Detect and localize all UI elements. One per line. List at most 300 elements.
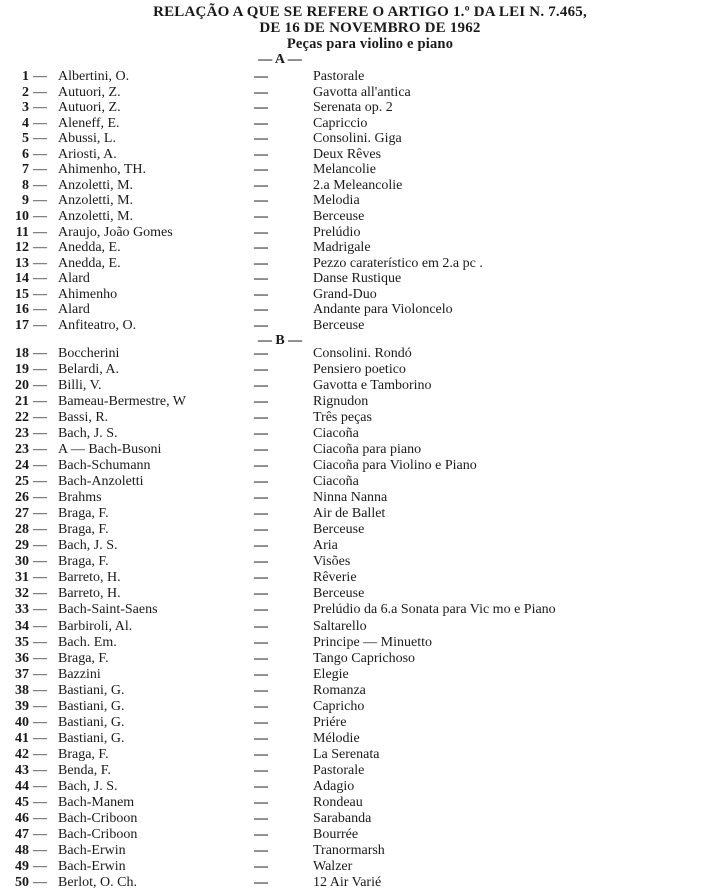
column-dash: — xyxy=(254,522,268,538)
list-item xyxy=(0,667,703,683)
entry-number: 49 xyxy=(15,858,29,874)
entry-author: Brahms xyxy=(58,490,102,506)
entry-number: 21 xyxy=(15,394,29,410)
column-dash: — xyxy=(254,177,268,193)
list-item xyxy=(0,378,703,394)
entry-number: 1 xyxy=(22,69,29,84)
column-dash: — xyxy=(254,458,268,474)
entry-author: Bach-Schumann xyxy=(58,458,151,474)
list-item xyxy=(0,779,703,795)
list-item xyxy=(0,193,703,209)
column-dash: — xyxy=(254,208,268,224)
list-item xyxy=(0,699,703,715)
entry-author: Belardi, A. xyxy=(58,362,120,378)
list-item xyxy=(0,302,703,318)
entry-author: Bach-Manem xyxy=(58,794,135,810)
entry-number: 22 xyxy=(15,410,29,426)
column-dash: — xyxy=(254,317,268,333)
entry-number: 20 xyxy=(15,378,29,394)
number-dash: — xyxy=(33,778,47,794)
list-item xyxy=(0,426,703,442)
column-dash: — xyxy=(254,794,268,810)
entry-title: Ciacoña para piano xyxy=(313,442,422,458)
column-dash: — xyxy=(254,146,268,162)
entry-number: 15 xyxy=(15,286,29,302)
entry-author: Anedda, E. xyxy=(58,255,121,271)
column-dash: — xyxy=(254,426,268,442)
entry-author: Bameau-Bermestre, W xyxy=(58,394,187,410)
number-dash: — xyxy=(33,762,47,778)
entry-title: Andante para Violoncelo xyxy=(313,302,453,318)
entry-author: Anedda, E. xyxy=(58,240,121,256)
list-item xyxy=(0,554,703,570)
list-item xyxy=(0,442,703,458)
number-dash: — xyxy=(33,682,47,698)
entry-number: 41 xyxy=(15,730,29,746)
list-item xyxy=(0,763,703,779)
entry-author: Bach-Anzoletti xyxy=(58,474,144,490)
number-dash: — xyxy=(33,146,47,162)
number-dash: — xyxy=(33,208,47,224)
list-item xyxy=(0,178,703,194)
number-dash: — xyxy=(33,131,47,147)
column-dash: — xyxy=(254,602,268,618)
entry-author: Braga, F. xyxy=(58,650,109,666)
number-dash: — xyxy=(33,794,47,810)
number-dash: — xyxy=(33,240,47,256)
list-item xyxy=(0,859,703,875)
number-dash: — xyxy=(33,602,47,618)
entry-title: Pezzo caraterístico em 2.a pc . xyxy=(313,255,483,271)
entry-title: Adagio xyxy=(313,778,355,794)
list-item xyxy=(0,747,703,763)
entry-number: 17 xyxy=(15,317,29,333)
entry-title: Pensiero poetico xyxy=(313,362,406,378)
entry-title: Capriccio xyxy=(313,115,368,131)
number-dash: — xyxy=(33,650,47,666)
column-dash: — xyxy=(254,84,268,100)
number-dash: — xyxy=(33,100,47,116)
entry-author: Braga, F. xyxy=(58,522,109,538)
section-heading: — A — xyxy=(258,52,302,67)
list-item xyxy=(0,162,703,178)
column-dash: — xyxy=(254,162,268,178)
entry-author: Alard xyxy=(58,271,90,287)
entry-title: Capricho xyxy=(313,698,365,714)
entry-number: 3 xyxy=(22,100,29,116)
entry-number: 23 xyxy=(15,426,29,442)
column-dash: — xyxy=(254,115,268,131)
column-dash: — xyxy=(254,490,268,506)
entry-title: La Serenata xyxy=(313,746,380,762)
number-dash: — xyxy=(33,618,47,634)
list-item xyxy=(0,811,703,827)
number-dash: — xyxy=(33,286,47,302)
number-dash: — xyxy=(33,458,47,474)
list-item xyxy=(0,538,703,554)
entry-number: 28 xyxy=(15,522,29,538)
number-dash: — xyxy=(33,746,47,762)
entry-number: 30 xyxy=(15,554,29,570)
number-dash: — xyxy=(33,378,47,394)
entry-title: Três peças xyxy=(313,410,372,426)
entry-author: Barreto, H. xyxy=(58,586,121,602)
entry-title: Rignudon xyxy=(313,394,369,410)
list-item xyxy=(0,116,703,132)
entry-number: 23 xyxy=(15,442,29,458)
number-dash: — xyxy=(33,302,47,318)
column-dash: — xyxy=(254,346,268,361)
entry-number: 43 xyxy=(15,762,29,778)
entry-author: Bastiani, G. xyxy=(58,682,125,698)
entry-title: Romanza xyxy=(313,682,366,698)
list-item xyxy=(0,715,703,731)
number-dash: — xyxy=(33,362,47,378)
list-item xyxy=(0,256,703,272)
entry-title: Aria xyxy=(313,538,338,554)
list-item xyxy=(0,731,703,747)
entry-number: 50 xyxy=(15,874,29,890)
list-item xyxy=(0,69,703,85)
entry-title: Mélodie xyxy=(313,730,360,746)
entry-title: Berceuse xyxy=(313,522,365,538)
entry-author: Araujo, João Gomes xyxy=(58,224,173,240)
entry-title: Rondeau xyxy=(313,794,363,810)
entry-number: 48 xyxy=(15,842,29,858)
entry-author: Bach, J. S. xyxy=(58,538,118,554)
number-dash: — xyxy=(33,666,47,682)
list-item xyxy=(0,346,703,362)
list-item xyxy=(0,586,703,602)
entry-number: 36 xyxy=(15,650,29,666)
entry-author: Bach, J. S. xyxy=(58,778,118,794)
entry-author: Ahimenho xyxy=(58,286,118,302)
number-dash: — xyxy=(33,474,47,490)
entry-number: 12 xyxy=(15,240,29,256)
list-item xyxy=(0,271,703,287)
number-dash: — xyxy=(33,522,47,538)
entry-number: 18 xyxy=(15,346,29,361)
document-title: RELAÇÃO A QUE SE REFERE O ARTIGO 1.º DA LEI N. 7.465, xyxy=(153,4,587,20)
entry-number: 10 xyxy=(15,208,29,224)
number-dash: — xyxy=(33,410,47,426)
entry-title: Melodia xyxy=(313,193,360,209)
column-dash: — xyxy=(254,554,268,570)
column-dash: — xyxy=(254,442,268,458)
list-item xyxy=(0,85,703,101)
column-dash: — xyxy=(254,842,268,858)
number-dash: — xyxy=(33,730,47,746)
entry-author: Bassi, R. xyxy=(58,410,109,426)
list-item xyxy=(0,240,703,256)
list-item xyxy=(0,635,703,651)
entry-author: Bach-Criboon xyxy=(58,826,138,842)
number-dash: — xyxy=(33,554,47,570)
entry-title: 2.a Meleancolie xyxy=(313,177,403,193)
entry-title: Pastorale xyxy=(313,762,365,778)
entry-author: Ariosti, A. xyxy=(58,146,117,162)
entry-number: 39 xyxy=(15,698,29,714)
column-dash: — xyxy=(254,240,268,256)
number-dash: — xyxy=(33,538,47,554)
number-dash: — xyxy=(33,714,47,730)
number-dash: — xyxy=(33,634,47,650)
entry-title: Rêverie xyxy=(313,570,357,586)
entry-number: 42 xyxy=(15,746,29,762)
entry-number: 8 xyxy=(22,177,29,193)
entry-title: Principe — Minuetto xyxy=(313,634,432,650)
entry-number: 35 xyxy=(15,634,29,650)
number-dash: — xyxy=(33,842,47,858)
list-item xyxy=(0,474,703,490)
column-dash: — xyxy=(254,762,268,778)
entry-author: Bach-Saint-Saens xyxy=(58,602,158,618)
entry-author: Bastiani, G. xyxy=(58,714,125,730)
entry-author: Barreto, H. xyxy=(58,570,121,586)
entry-title: Prelúdio da 6.a Sonata para Vic mo e Piano xyxy=(313,602,556,618)
column-dash: — xyxy=(254,746,268,762)
entry-title: 12 Air Varié xyxy=(313,874,382,890)
entry-number: 40 xyxy=(15,714,29,730)
number-dash: — xyxy=(33,490,47,506)
entry-number: 19 xyxy=(15,362,29,378)
entry-number: 29 xyxy=(15,538,29,554)
number-dash: — xyxy=(33,271,47,287)
entry-title: Saltarello xyxy=(313,618,367,634)
entry-author: Braga, F. xyxy=(58,506,109,522)
list-item xyxy=(0,362,703,378)
list-item xyxy=(0,619,703,635)
column-dash: — xyxy=(254,650,268,666)
entry-title: Air de Ballet xyxy=(313,506,386,522)
column-dash: — xyxy=(254,634,268,650)
column-dash: — xyxy=(254,362,268,378)
entry-title: Sarabanda xyxy=(313,810,372,826)
column-dash: — xyxy=(254,618,268,634)
entry-title: Gavotta e Tamborino xyxy=(313,378,432,394)
number-dash: — xyxy=(33,858,47,874)
entry-number: 24 xyxy=(15,458,29,474)
entry-number: 13 xyxy=(15,255,29,271)
column-dash: — xyxy=(254,378,268,394)
list-item xyxy=(0,100,703,116)
entry-title: Tango Caprichoso xyxy=(313,650,416,666)
column-dash: — xyxy=(254,255,268,271)
entry-title: Elegie xyxy=(313,666,349,682)
number-dash: — xyxy=(33,162,47,178)
entry-title: Prelúdio xyxy=(313,224,361,240)
number-dash: — xyxy=(33,698,47,714)
number-dash: — xyxy=(33,442,47,458)
column-dash: — xyxy=(254,666,268,682)
entry-author: Boccherini xyxy=(58,346,120,361)
entry-number: 32 xyxy=(15,586,29,602)
entry-number: 47 xyxy=(15,826,29,842)
entry-number: 5 xyxy=(22,131,29,147)
number-dash: — xyxy=(33,224,47,240)
entry-title: Priére xyxy=(313,714,347,730)
entry-title: Berceuse xyxy=(313,208,365,224)
entry-number: 11 xyxy=(15,224,29,240)
column-dash: — xyxy=(254,826,268,842)
entry-author: Bach, J. S. xyxy=(58,426,118,442)
number-dash: — xyxy=(33,255,47,271)
entry-author: Anzoletti, M. xyxy=(58,193,134,209)
entry-author: Bazzini xyxy=(58,666,101,682)
column-dash: — xyxy=(254,131,268,147)
column-dash: — xyxy=(254,302,268,318)
entry-title: Visões xyxy=(313,554,351,570)
number-dash: — xyxy=(33,394,47,410)
entry-title: Ciacoña xyxy=(313,426,359,442)
list-item xyxy=(0,458,703,474)
number-dash: — xyxy=(33,346,47,361)
entry-title: Ciacoña para Violino e Piano xyxy=(313,458,477,474)
entry-title: Berceuse xyxy=(313,586,365,602)
entry-author: Aleneff, E. xyxy=(58,115,120,131)
number-dash: — xyxy=(33,177,47,193)
list-item xyxy=(0,875,703,891)
entry-number: 46 xyxy=(15,810,29,826)
column-dash: — xyxy=(254,874,268,890)
entry-number: 4 xyxy=(22,115,29,131)
column-dash: — xyxy=(254,714,268,730)
number-dash: — xyxy=(33,570,47,586)
entry-title: Walzer xyxy=(313,858,353,874)
list-item xyxy=(0,683,703,699)
entry-number: 44 xyxy=(15,778,29,794)
entry-number: 33 xyxy=(15,602,29,618)
list-item xyxy=(0,147,703,163)
entry-title: Gavotta all'antica xyxy=(313,84,411,100)
number-dash: — xyxy=(33,84,47,100)
entry-title: Deux Rêves xyxy=(313,146,382,162)
document-date: DE 16 DE NOVEMBRO DE 1962 xyxy=(259,20,481,36)
entry-title: Ninna Nanna xyxy=(313,490,388,506)
entry-title: Ciacoña xyxy=(313,474,359,490)
number-dash: — xyxy=(33,193,47,209)
entry-number: 38 xyxy=(15,682,29,698)
list-item xyxy=(0,602,703,618)
column-dash: — xyxy=(254,810,268,826)
entry-number: 27 xyxy=(15,506,29,522)
number-dash: — xyxy=(33,826,47,842)
entry-title: Berceuse xyxy=(313,317,365,333)
entry-title: Consolini. Rondó xyxy=(313,346,412,361)
number-dash: — xyxy=(33,426,47,442)
number-dash: — xyxy=(33,810,47,826)
entry-title: Grand-Duo xyxy=(313,286,377,302)
document-subtitle: Peças para violino e piano xyxy=(286,36,454,52)
number-dash: — xyxy=(33,506,47,522)
column-dash: — xyxy=(254,271,268,287)
column-dash: — xyxy=(254,698,268,714)
entry-author: Bastiani, G. xyxy=(58,730,125,746)
entry-author: Anfiteatro, O. xyxy=(58,317,137,333)
entry-title: Tranormarsh xyxy=(313,842,385,858)
column-dash: — xyxy=(254,286,268,302)
entry-number: 34 xyxy=(15,618,29,634)
column-dash: — xyxy=(254,224,268,240)
number-dash: — xyxy=(33,317,47,333)
section-heading: — B — xyxy=(257,333,303,348)
entry-author: Autuori, Z. xyxy=(58,100,121,116)
list-item xyxy=(0,843,703,859)
list-item xyxy=(0,490,703,506)
column-dash: — xyxy=(254,778,268,794)
entry-author: Bastiani, G. xyxy=(58,698,125,714)
column-dash: — xyxy=(254,570,268,586)
entry-author: Anzoletti, M. xyxy=(58,208,134,224)
list-item xyxy=(0,225,703,241)
number-dash: — xyxy=(33,115,47,131)
entry-author: Autuori, Z. xyxy=(58,84,121,100)
list-item xyxy=(0,410,703,426)
entry-number: 9 xyxy=(22,193,29,209)
number-dash: — xyxy=(33,874,47,890)
list-item xyxy=(0,131,703,147)
entry-author: Abussi, L. xyxy=(58,131,116,147)
entry-author: Berlot, O. Ch. xyxy=(58,874,137,890)
number-dash: — xyxy=(33,69,47,84)
entry-title: Bourrée xyxy=(313,826,359,842)
entry-author: Albertini, O. xyxy=(58,69,130,84)
column-dash: — xyxy=(254,682,268,698)
column-dash: — xyxy=(254,394,268,410)
entry-number: 6 xyxy=(22,146,29,162)
number-dash: — xyxy=(33,586,47,602)
entry-author: Bach-Criboon xyxy=(58,810,138,826)
entry-author: Alard xyxy=(58,302,90,318)
entry-number: 45 xyxy=(15,794,29,810)
entry-author: Bach-Erwin xyxy=(58,842,126,858)
entry-title: Consolini. Giga xyxy=(313,131,402,147)
list-item xyxy=(0,287,703,303)
entry-number: 2 xyxy=(22,84,29,100)
column-dash: — xyxy=(254,193,268,209)
entry-title: Pastorale xyxy=(313,69,365,84)
entry-title: Melancolie xyxy=(313,162,376,178)
entry-author: Anzoletti, M. xyxy=(58,177,134,193)
column-dash: — xyxy=(254,730,268,746)
column-dash: — xyxy=(254,858,268,874)
column-dash: — xyxy=(254,506,268,522)
column-dash: — xyxy=(254,586,268,602)
list-item xyxy=(0,795,703,811)
entry-author: A — Bach-Busoni xyxy=(58,442,162,458)
list-item xyxy=(0,318,703,334)
entry-author: Ahimenho, TH. xyxy=(58,162,147,178)
entry-number: 7 xyxy=(22,162,29,178)
entry-author: Benda, F. xyxy=(58,762,111,778)
entry-number: 37 xyxy=(15,666,29,682)
list-item xyxy=(0,506,703,522)
entry-number: 31 xyxy=(15,570,29,586)
list-item xyxy=(0,394,703,410)
list-item xyxy=(0,570,703,586)
entry-author: Bach. Em. xyxy=(58,634,117,650)
list-item xyxy=(0,522,703,538)
column-dash: — xyxy=(254,69,268,84)
entry-number: 16 xyxy=(15,302,29,318)
column-dash: — xyxy=(254,410,268,426)
entry-number: 14 xyxy=(15,271,29,287)
entry-number: 26 xyxy=(15,490,29,506)
list-item xyxy=(0,651,703,667)
entry-title: Serenata op. 2 xyxy=(313,100,393,116)
entry-number: 25 xyxy=(15,474,29,490)
column-dash: — xyxy=(254,538,268,554)
